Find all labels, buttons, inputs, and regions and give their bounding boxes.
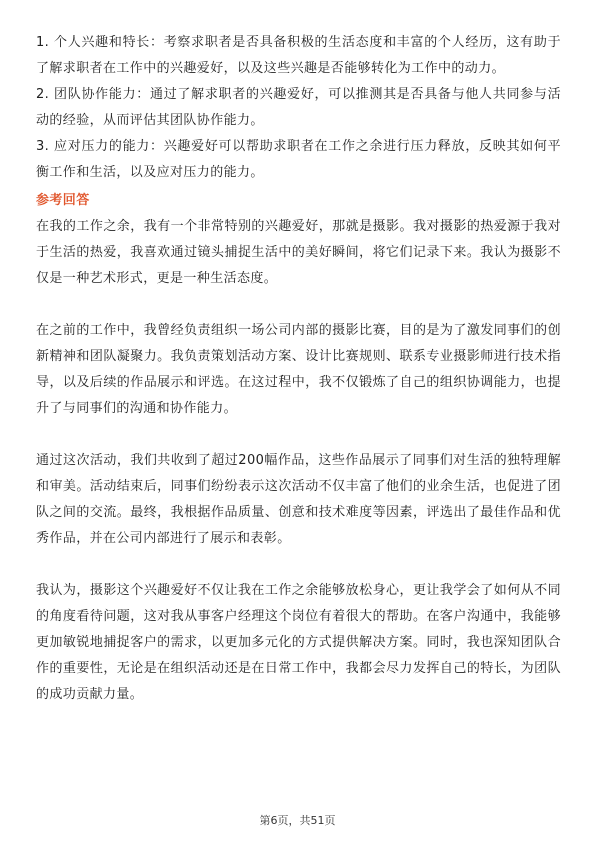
paragraph-gap <box>36 552 561 578</box>
paragraph-gap <box>36 292 561 318</box>
page-number-footer: 第6页，共51页 <box>259 814 336 827</box>
answer-paragraph-4: 我认为，摄影这个兴趣爱好不仅让我在工作之余能够放松身心，更让我学会了如何从不同的角度看待问题，这对我从事客户经理这个岗位有着很大的帮助。在客户沟通中，我能够更加敏锐地捕捉客户的需求，以更加多元化的方式提供解决方案。同时，我也深知团队合作的重要性，无论是在组织活动还是在日常工作中，我都会尽力发挥自己的特长，为团队的成功贡献力量。 <box>36 583 561 702</box>
document-body <box>36 30 561 708</box>
answer-paragraph-3: 通过这次活动，我们共收到了超过200幅作品，这些作品展示了同事们对生活的独特理解和审美。活动结束后，同事们纷纷表示这次活动不仅丰富了他们的业余生活，也促进了团队之间的交流。最终，我根据作品质量、创意和技术难度等因素，评选出了最佳作品和优秀作品，并在公司内部进行了展示和表彰。 <box>36 453 561 546</box>
criterion-item-3: 3. 应对压力的能力：兴趣爱好可以帮助求职者在工作之余进行压力释放，反映其如何平衡工作和生活，以及应对压力的能力。 <box>36 139 561 180</box>
criterion-item-1: 1. 个人兴趣和特长：考察求职者是否具备积极的生活态度和丰富的个人经历，这有助于了解求职者在工作中的兴趣爱好，以及这些兴趣是否能够转化为工作中的动力。 <box>36 35 561 76</box>
answer-paragraph-1: 在我的工作之余，我有一个非常特别的兴趣爱好，那就是摄影。我对摄影的热爱源于我对于生活的热爱，我喜欢通过镜头捕捉生活中的美好瞬间，将它们记录下来。我认为摄影不仅是一种艺术形式，更是一种生活态度。 <box>36 219 561 286</box>
answer-heading: 参考回答 <box>36 193 90 208</box>
paragraph-gap <box>36 422 561 448</box>
criterion-item-2: 2. 团队协作能力：通过了解求职者的兴趣爱好，可以推测其是否具备与他人共同参与活动的经验，从而评估其团队协作能力。 <box>36 87 561 128</box>
answer-paragraph-2: 在之前的工作中，我曾经负责组织一场公司内部的摄影比赛，目的是为了激发同事们的创新精神和团队凝聚力。我负责策划活动方案、设计比赛规则、联系专业摄影师进行技术指导，以及后续的作品展示和评选。在这过程中，我不仅锻炼了自己的组织协调能力，也提升了与同事们的沟通和协作能力。 <box>36 323 561 416</box>
